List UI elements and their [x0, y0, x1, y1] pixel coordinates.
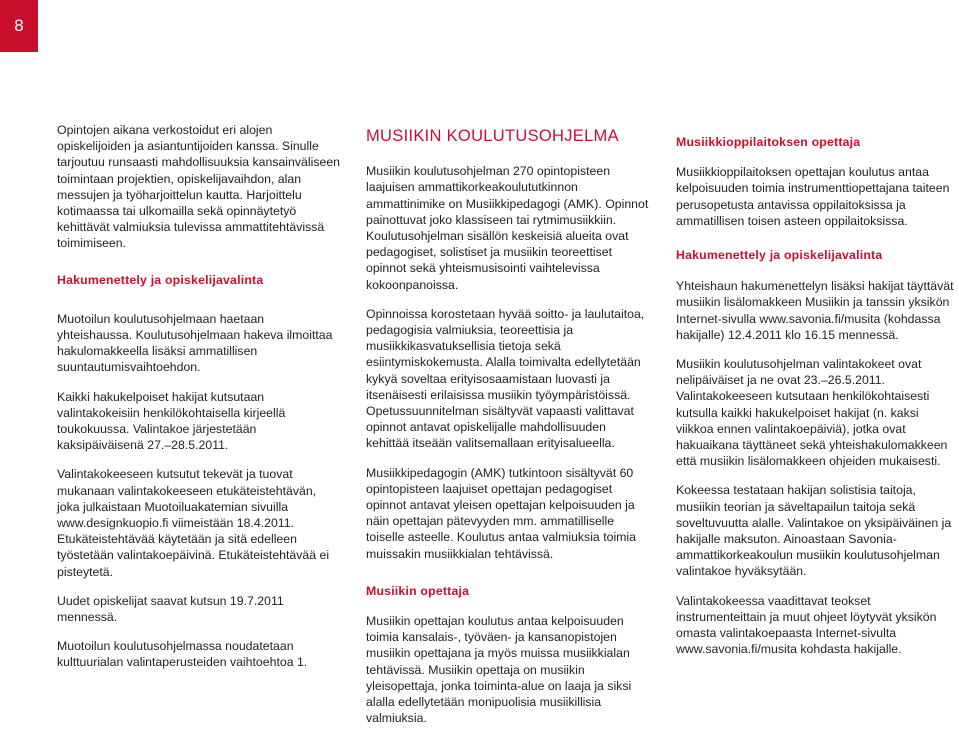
paragraph: Musiikin koulutusohjelman valintakokeet ovat nelipäiväiset ja ne ovat 23.–26.5.2011. Valintakokeeseen kutsutaan henkilökohtaisesti kutsulla kaikki hakukelpoiset hakijat (n. kaksi viikkoa ennen valintakoepäiviä), jotka ovat hakuaikana täyttäneet sekä yhteishakulomakkeen että musiikin lisälomakkeen ohjeiden mukaisesti. [676, 357, 948, 469]
section-heading: Hakumenettely ja opiskelijavalinta [57, 272, 264, 287]
paragraph: Musiikkipedagogin (AMK) tutkintoon sisältyvät 60 opintopisteen laajuiset opettajan pedagogiset opinnot antavat yleisen opettajan kelpoisuuden ja näin opettajan pätevyyden mm. ammatilliselle toiselle asteelle. Koulutus antaa valmiuksia toimia muissakin musiikkialan tehtävissä. [366, 465, 636, 561]
paragraph: Musiikkioppilaitoksen opettajan koulutus antaa kelpoisuuden toimia instrumenttiopettajana taiteen perusopetusta antavissa oppilaitoksissa ja ammatillisen toisen asteen oppilaitoksissa. [676, 165, 950, 228]
paragraph: Muotoilun koulutusohjelmaan haetaan yhteishaussa. Koulutusohjelmaan hakeva ilmoittaa hakulomakkeella lisäksi ammatillisen suuntautumisvaihtoehdon. [57, 311, 333, 375]
column-right [676, 134, 959, 670]
paragraph: Muotoilun koulutusohjelmassa noudatetaan kulttuurialan valintaperusteiden vaihtoehtoa 1. [57, 639, 308, 670]
section-heading: Musiikin opettaja [366, 583, 470, 598]
section-heading: Hakumenettely ja opiskelijavalinta [676, 248, 883, 263]
column-middle [366, 128, 649, 740]
paragraph: Kaikki hakukelpoiset hakijat kutsutaan valintakokeisiin henkilökohtaisella kirjeellä toukokuussa. Valintakoe järjestetään kaksipäiväisenä 27.–28.5.2011. [57, 389, 286, 453]
page-number: 8 [14, 16, 24, 35]
page-number-tab [0, 0, 38, 52]
section-heading: Musiikkioppilaitoksen opettaja [676, 135, 861, 149]
paragraph: Opintojen aikana verkostoidut eri alojen opiskelijoiden ja asiantuntijoiden kanssa. Sinulle tarjoutuu runsaasti mahdollisuuksia kansainväliseen toimintaan projektien, opiskelijavaihdon, alan messujen ja työharjoittelun kautta. Harjoittelu kotimaassa tai ulkomailla sekä opinnäytetyö kehittävät valmiuksia tulevissa ammattitehtävissä toimimiseen. [57, 123, 340, 251]
paragraph: Musiikin koulutusohjelman 270 opintopisteen laajuisen ammattikorkeakoulututkinnon ammattinimike on Musiikkipedagogi (AMK). Opinnot painottuvat joko klassiseen tai rytmimusiikkiin. Koulutusohjelman sisällön keskeisiä alueita ovat pedagogiset, solistiset ja musiikin teoreettiset opinnot sekä yhteismusisointi vaihtelevissa kokoonpanoissa. [366, 164, 649, 292]
paragraph: Kokeessa testataan hakijan solistisia taitoja, musiikin teorian ja säveltapailun taitoja sekä soveltuvuutta alalle. Valintakoe on yksipäiväinen ja hakijalle maksuton. Ainoastaan Savonia-ammattikorkeakoulun musiikin koulutusohjelman valintakoe hyväksytään. [676, 483, 952, 579]
paragraph: Yhteishaun hakumenettelyn lisäksi hakijat täyttävät musiikin lisälomakkeen Musiikin ja tanssin yksikön Internet-sivulla www.savonia.fi/musita (kohdassa hakijalle) 12.4.2011 klo 16.15 mennessä. [676, 279, 954, 342]
paragraph: Valintakokeessa vaadittavat teokset instrumenteittain ja muut ohjeet löytyvät yksikön omasta valintakoepaasta Internet-sivulta www.savonia.fi/musita kohdasta hakijalle. [676, 593, 937, 657]
section-title: MUSIIKIN KOULUTUSOHJELMA [366, 127, 619, 145]
paragraph: Valintakokeeseen kutsutut tekevät ja tuovat mukanaan valintakokeeseen etukäteistehtävän, joka julkaistaan Muotoiluakatemian sivuilla www.designkuopio.fi viimeistään 18.4.2011. Etukäteistehtävää käytetään ja sitä edelleen työstetään valintakoepäivinä. Etukäteistehtävää ei pisteytetä. [57, 467, 330, 579]
paragraph: Uudet opiskelijat saavat kutsun 19.7.2011 mennessä. [57, 593, 284, 625]
paragraph: Musiikin opettajan koulutus antaa kelpoisuuden toimia kansalais-, työväen- ja kansanopistojen musiikin opettajana ja myös muissa musiikkialan tehtävissä. Musiikin opettaja on musiikin yleisopettaja, jonka toiminta-alue on laaja ja siksi alalla edellytetään monipuolisia musiikillisia valmiuksia. [366, 614, 632, 726]
paragraph: Opinnoissa korostetaan hyvää soitto- ja laulutaitoa, pedagogisia valmiuksia, teoreettisia ja musiikkikasvatuksellisia tietoja sekä esiintymiskokemusta. Alalla toimivalta edellytetään kykyä soveltaa erityisosaamistaan luovasti ja itsenäisesti erilaisissa musiikin työympäristöissä. Opetussuunnitelman sisältyvät vapaasti valittavat opinnot antavat opiskelijalle mahdollisuuden kehittää itseään valitsemallaan erityisalueella. [366, 306, 645, 451]
column-left [57, 122, 340, 684]
